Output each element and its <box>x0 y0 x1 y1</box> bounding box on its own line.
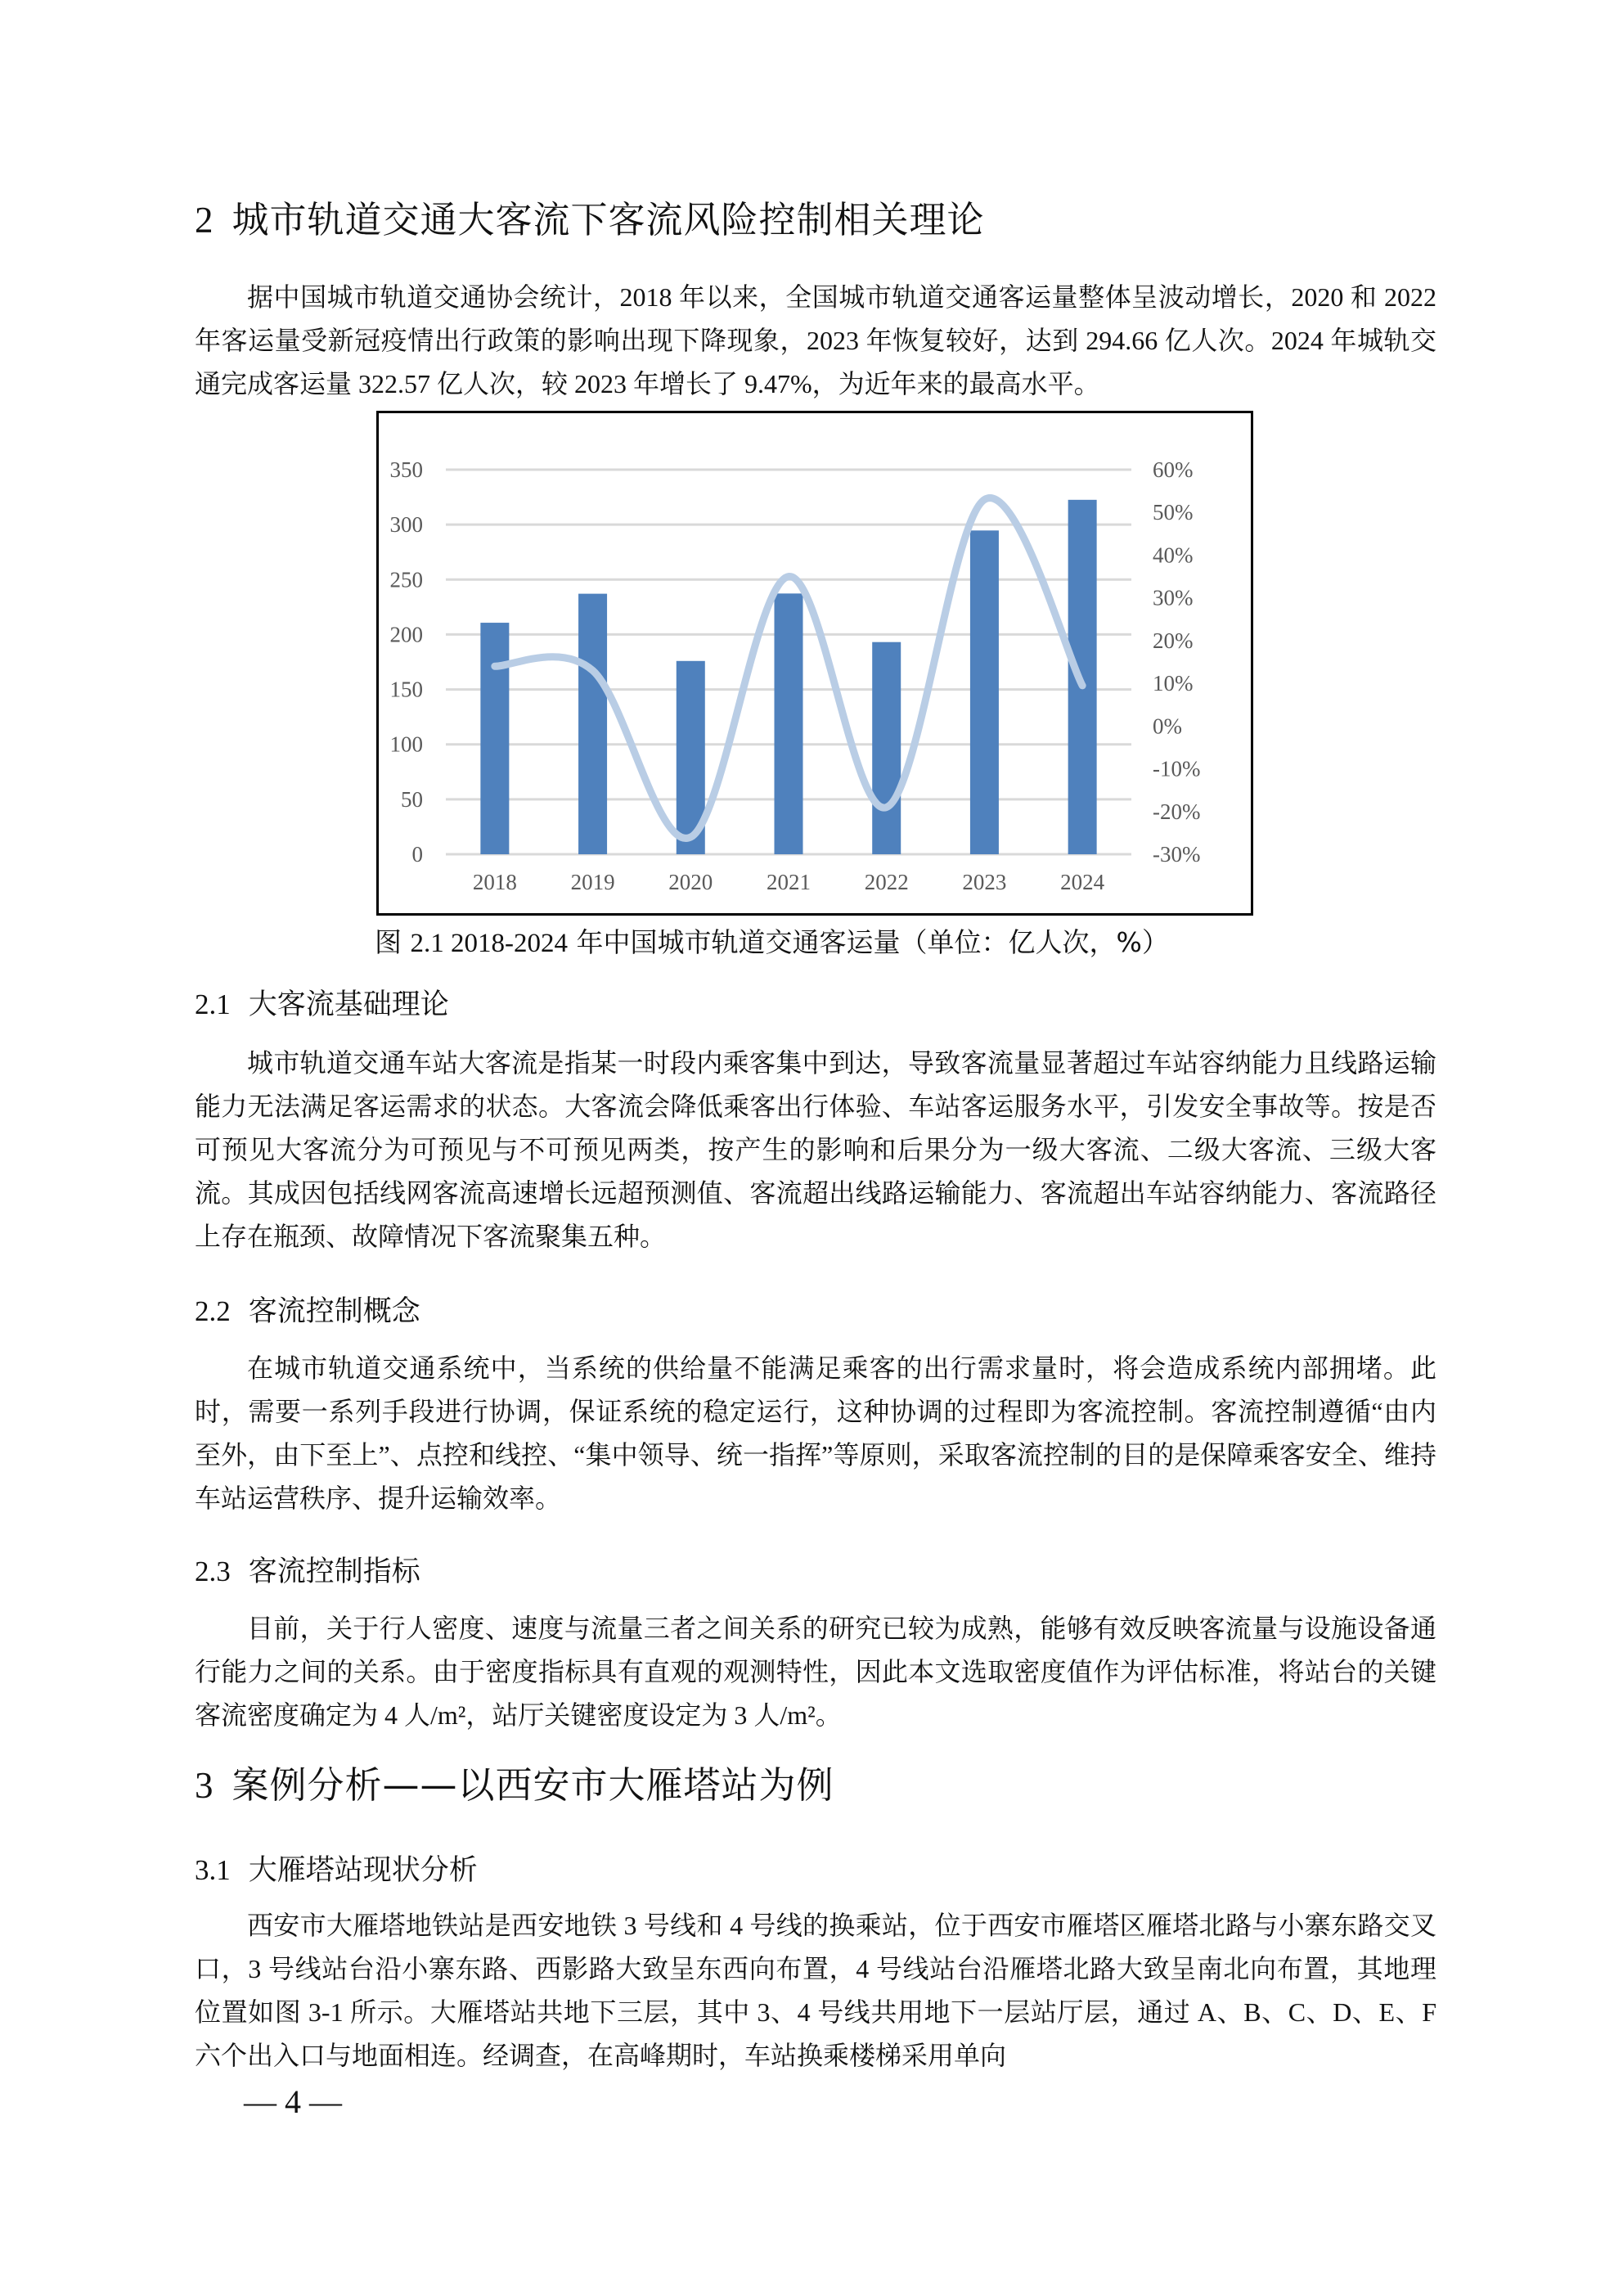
y-left-tick-label: 150 <box>389 677 423 702</box>
y-right-tick-label: 50% <box>1153 500 1194 525</box>
figure-2-1-chart <box>376 411 1253 916</box>
section-2-1-heading <box>195 982 449 1023</box>
section-title: 城市轨道交通大客流下客流风险控制相关理论 <box>232 198 985 241</box>
y-left-tick-label: 350 <box>389 457 423 482</box>
y-left-tick-label: 250 <box>389 567 423 592</box>
y-right-tick-label: -30% <box>1153 842 1201 867</box>
intro-paragraph: 据中国城市轨道交通协会统计，2018 年以来，全国城市轨道交通客运量整体呈波动增长，2020 和 2022 年客运量受新冠疫情出行政策的影响出现下降现象，2023 年恢复较好，达到 294.66 亿人次。2024 年城轨交通完成客运量 322.57 亿人次，较 2023 年增长了 9.47%，为近年来的最高水平。 <box>195 282 1436 398</box>
bar-2023 <box>970 530 999 854</box>
y-right-tick-label: -20% <box>1153 799 1201 824</box>
y-left-tick-label: 50 <box>401 786 423 812</box>
section-2-3-body: 目前，关于行人密度、速度与流量三者之间关系的研究已较为成熟，能够有效反映客流量与设施设备通行能力之间的关系。由于密度指标具有直观的观测特性，因此本文选取密度值作为评估标准，将站台的关键客流密度确定为 4 人/m²，站厅关键密度设定为 3 人/m²。 <box>195 1614 1436 1730</box>
section-2-heading <box>195 190 985 243</box>
bar-2022 <box>872 642 901 854</box>
section-3-heading <box>195 1755 834 1808</box>
y-right-tick-label: 30% <box>1153 585 1194 610</box>
section-number: 3.1 <box>195 1854 231 1886</box>
x-tick-label: 2020 <box>668 870 713 894</box>
x-tick-label: 2021 <box>767 870 811 894</box>
page-number: — 4 — <box>244 2083 342 2120</box>
section-title: 大雁塔站现状分析 <box>248 1854 478 1887</box>
y-left-tick-label: 300 <box>389 512 423 538</box>
caption-prefix: 图 <box>375 926 411 958</box>
y-right-tick-label: 0% <box>1153 714 1182 739</box>
y-right-tick-label: 10% <box>1153 671 1194 696</box>
y-left-tick-label: 100 <box>389 732 423 757</box>
x-tick-label: 2019 <box>570 870 615 894</box>
section-title: 大客流基础理论 <box>248 988 449 1021</box>
section-number: 2.3 <box>195 1555 231 1587</box>
x-tick-label: 2023 <box>962 870 1007 894</box>
y-right-tick-label: 20% <box>1153 628 1194 653</box>
y-left-tick-label: 200 <box>389 622 423 647</box>
section-number: 3 <box>195 1765 214 1806</box>
bar-2021 <box>775 593 803 854</box>
chart-canvas <box>379 413 1251 913</box>
x-tick-label: 2018 <box>472 870 517 894</box>
section-2-3-heading <box>195 1549 420 1590</box>
section-2-1-body: 城市轨道交通车站大客流是指某一时段内乘客集中到达，导致客流量显著超过车站容纳能力且线路运输能力无法满足客运需求的状态。大客流会降低乘客出行体验、车站客运服务水平，引发安全事故等。按是否可预见大客流分为可预见与不可预见两类，按产生的影响和后果分为一级大客流、二级大客流、三级大客流。其成因包括线网客流高速增长远超预测值、客流超出线路运输能力、客流超出车站容纳能力、客流路径上存在瓶颈、故障情况下客流聚集五种。 <box>195 1048 1436 1251</box>
x-tick-label: 2022 <box>864 870 909 894</box>
caption-text: 年中国城市轨道交通客运量（单位：亿人次，%） <box>568 926 1169 958</box>
bar-2019 <box>578 594 607 854</box>
section-title: 客流控制指标 <box>248 1555 420 1588</box>
figure-caption <box>375 921 1169 960</box>
caption-number: 2.1 2018-2024 <box>410 929 568 958</box>
x-tick-label: 2024 <box>1060 870 1105 894</box>
section-number: 2.2 <box>195 1295 231 1327</box>
section-3-1-body: 西安市大雁塔地铁站是西安地铁 3 号线和 4 号线的换乘站，位于西安市雁塔区雁塔北路与小寨东路交叉口，3 号线站台沿小寨东路、西影路大致呈东西向布置，4 号线站台沿雁塔北路大致呈南北向布置，其地理位置如图 3-1 所示。大雁塔站共地下三层，其中 3、4 号线共用地下一层站厅层，通过 A、B、C、D、E、F 六个出入口与地面相连。经调查，在高峰期时，车站换乘楼梯采用单向 <box>195 1911 1436 2070</box>
bar-2018 <box>480 623 509 854</box>
y-right-tick-label: 60% <box>1153 457 1194 482</box>
y-right-tick-label: -10% <box>1153 756 1201 781</box>
section-3-1-heading <box>195 1848 478 1889</box>
section-title: 案例分析——以西安市大雁塔站为例 <box>232 1763 834 1807</box>
section-2-2-heading <box>195 1289 420 1330</box>
section-number: 2.1 <box>195 988 231 1020</box>
section-number: 2 <box>195 200 214 241</box>
y-right-tick-label: 40% <box>1153 542 1194 568</box>
section-2-2-body: 在城市轨道交通系统中，当系统的供给量不能满足乘客的出行需求量时，将会造成系统内部拥堵。此时，需要一系列手段进行协调，保证系统的稳定运行，这种协调的过程即为客流控制。客流控制遵循“由内至外，由下至上”、点控和线控、“集中领导、统一指挥”等原则，采取客流控制的目的是保障乘客安全、维持车站运营秩序、提升运输效率。 <box>195 1353 1436 1513</box>
section-title: 客流控制概念 <box>248 1295 420 1328</box>
y-left-tick-label: 0 <box>411 842 423 867</box>
